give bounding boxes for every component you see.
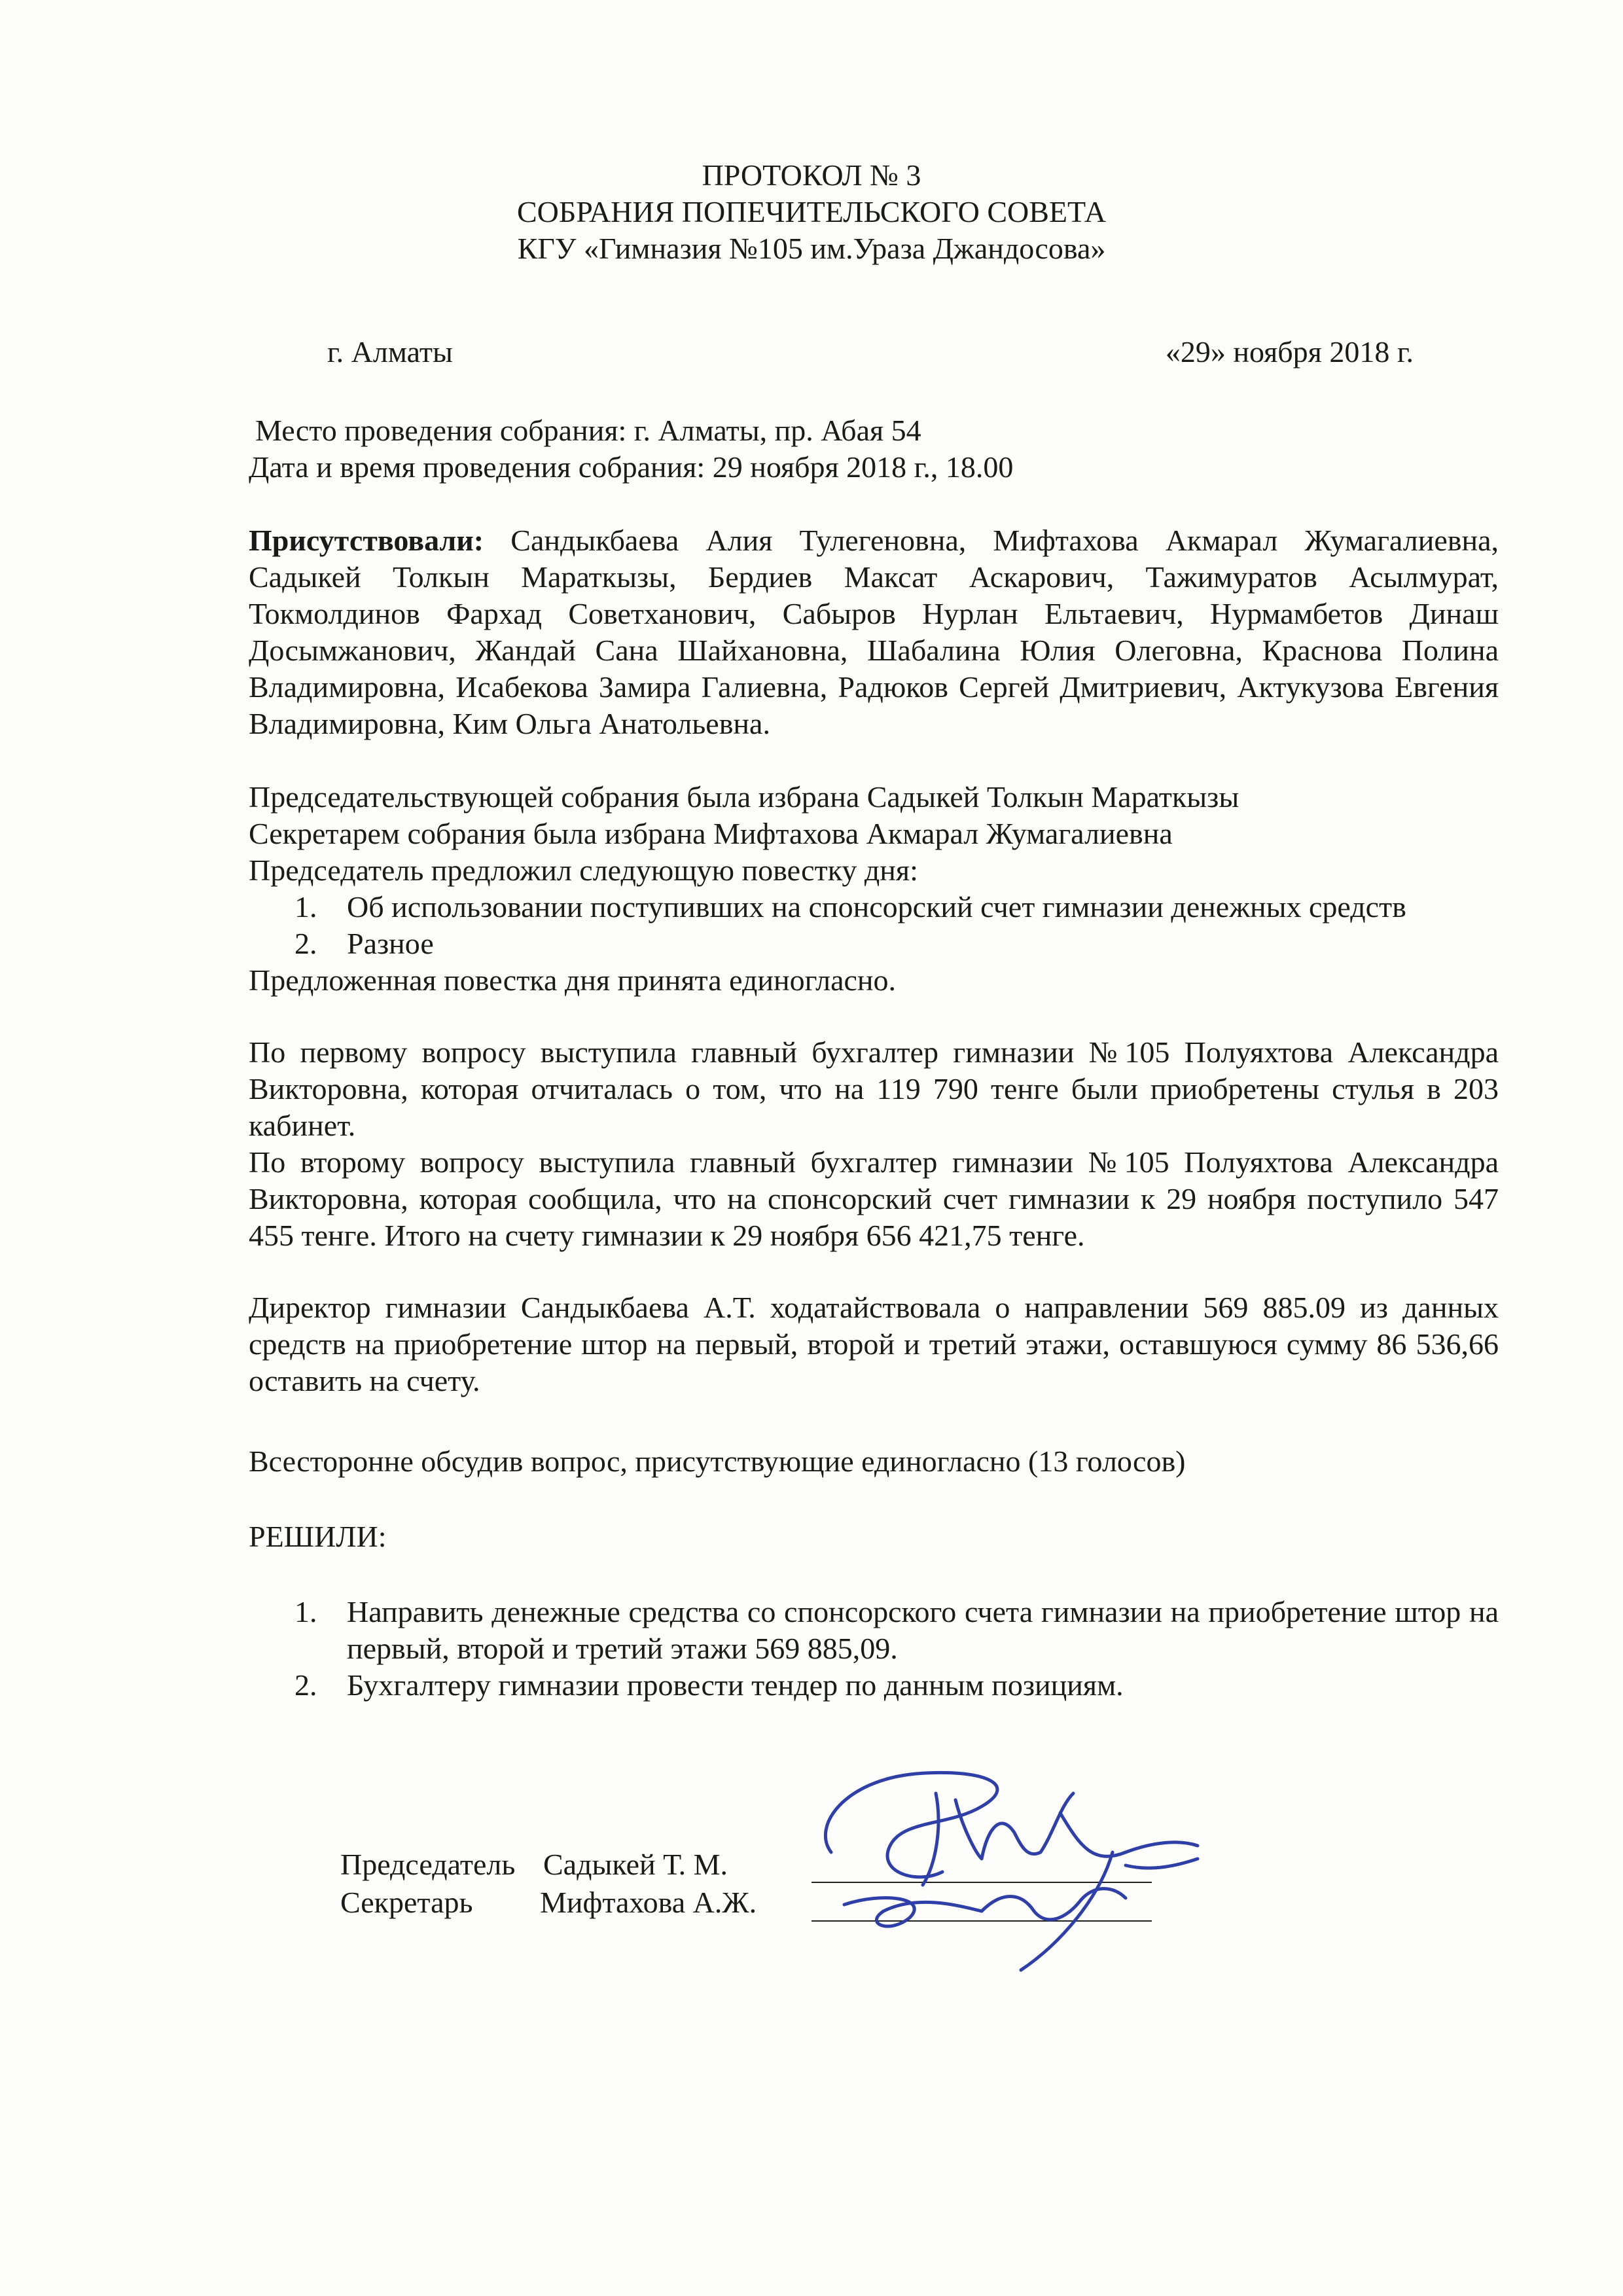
director-request: Директор гимназии Сандыкбаева А.Т. ходатайствовала о направлении 569 885.09 из данных средств на приобретение штор на первый, второй и третий этажи, оставшуюся сумму 86 536,66 оставить на счету. — [249, 1291, 1499, 1397]
agenda-list — [249, 889, 1499, 962]
protocol-number: ПРОТОКОЛ № 3 — [702, 158, 921, 192]
protocol-title: СОБРАНИЯ ПОПЕЧИТЕЛЬСКОГО СОВЕТА — [516, 195, 1107, 228]
decision-list — [249, 1594, 1499, 1704]
chair-elected: Председательствующей собрания была избрана Садыкей Толкын Мараткызы — [249, 780, 1240, 814]
decision-item — [249, 1667, 1499, 1704]
agenda-item-text: Об использовании поступивших на спонсорский счет гимназии денежных средств — [347, 890, 1406, 924]
agenda-intro: Председатель предложил следующую повестку дня: — [249, 853, 918, 887]
question-two: По второму вопросу выступила главный бухгалтер гимназии №105 Полуяхтова Александра Викторовна, которая сообщила, что на спонсорский счет гимназии к 29 ноября поступило 547 455 тенге. Итого на счету гимназии к 29 ноября 656 421,75 тенге. — [249, 1145, 1499, 1252]
decision-item-text: Направить денежные средства со спонсорского счета гимназии на приобретение штор на первый, второй и третий этажи 569 885,09. — [347, 1595, 1499, 1665]
organization-name: КГУ «Гимназия №105 им.Ураза Джандосова» — [517, 232, 1106, 265]
decisions-section — [249, 1594, 1499, 1704]
chair-name: Садыкей Т. М. — [543, 1848, 728, 1881]
agenda-item-number: 2. — [294, 927, 317, 960]
handwritten-signatures — [785, 1754, 1204, 1990]
secretary-elected: Секретарем собрания была избрана Мифтахова Акмарал Жумагалиевна — [249, 817, 1173, 850]
attendees-paragraph — [249, 522, 1499, 742]
discussion-result: Всесторонне обсудив вопрос, присутствующие единогласно (13 голосов) — [249, 1444, 1186, 1478]
agenda-section — [249, 779, 1499, 999]
agenda-accepted: Предложенная повестка дня принята единогласно. — [249, 963, 897, 997]
decision-item — [249, 1594, 1499, 1667]
meeting-place: Место проведения собрания: г. Алматы, пр. Абая 54 — [255, 414, 921, 447]
agenda-item — [249, 925, 1499, 962]
chair-role: Председатель — [340, 1848, 516, 1881]
agenda-item-text: Разное — [347, 927, 434, 960]
protocol-date: «29» ноября 2018 г. — [1165, 335, 1414, 368]
meeting-datetime: Дата и время проведения собрания: 29 ноября 2018 г., 18.00 — [249, 450, 1014, 484]
question-one: По первому вопросу выступила главный бухгалтер гимназии №105 Полуяхтова Александра Викторовна, которая отчиталась о том, что на 119 790 тенге были приобретены стулья в 203 кабинет. — [249, 1035, 1499, 1142]
attendees-label: Присутствовали: — [249, 524, 484, 557]
meeting-details — [249, 412, 1499, 486]
agenda-item — [249, 889, 1499, 925]
decision-item-text: Бухгалтеру гимназии провести тендер по данным позициям. — [347, 1668, 1124, 1702]
decision-item-number: 1. — [294, 1595, 317, 1628]
decided-label: РЕШИЛИ: — [249, 1520, 387, 1553]
protocol-header — [0, 157, 1623, 267]
city: г. Алматы — [327, 335, 453, 368]
secretary-name: Мифтахова А.Ж. — [540, 1886, 757, 1919]
attendees-list: Сандыкбаева Алия Тулегеновна, Мифтахова Акмарал Жумагалиевна, Садыкей Толкын Мараткызы, Бердиев Максат Аскарович, Тажимуратов Асылмурат, Токмолдинов Фархад Советханович, Сабыров Нурлан Ельтаевич, Нурмамбетов Динаш Досымжанович, Жандай Сана Шайхановна, Шабалина Юлия Олеговна, Краснова Полина Владимировна, Исабекова Замира Галиевна, Радюков Сергей Дмитриевич, Актукузова Евгения Владимировна, Ким Ольга Анатольевна. — [249, 524, 1499, 740]
signature-ink — [825, 1772, 1198, 1970]
decision-item-number: 2. — [294, 1668, 317, 1702]
agenda-item-number: 1. — [294, 890, 317, 924]
secretary-role: Секретарь — [340, 1886, 473, 1919]
